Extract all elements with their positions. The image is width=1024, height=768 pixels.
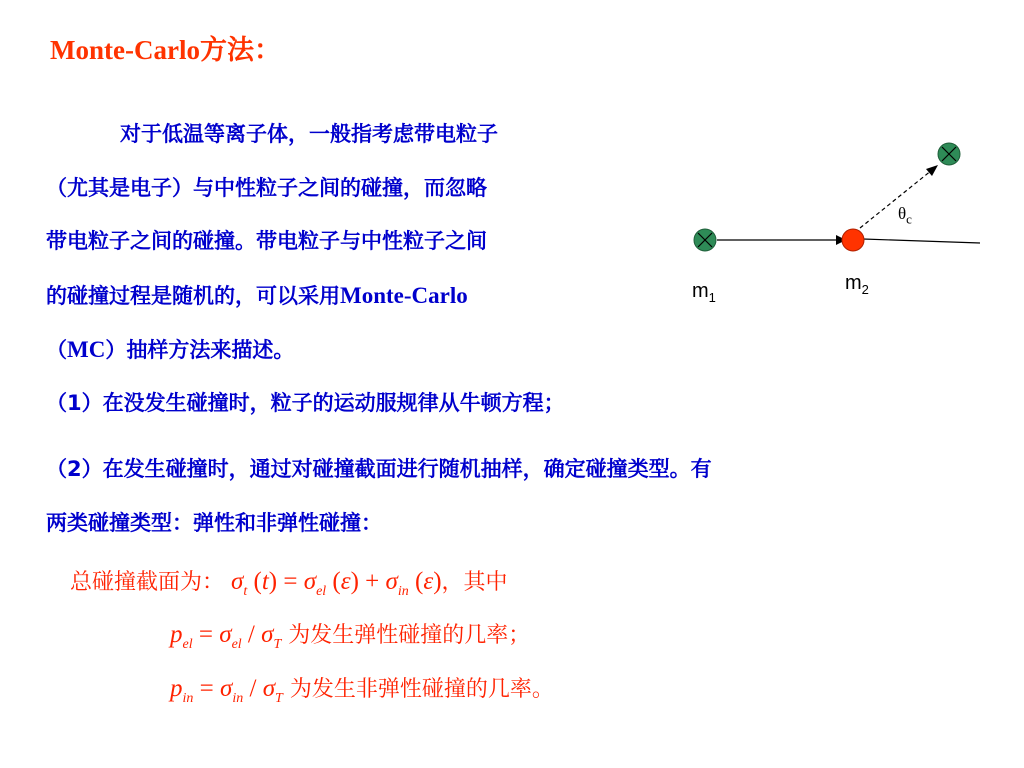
- monte-carlo-term: Monte-Carlo: [340, 282, 468, 308]
- item-2: [46, 442, 986, 550]
- scattered-path-line: [860, 170, 932, 228]
- m2-label: $m_2$: [845, 272, 869, 297]
- collision-diagram: [680, 130, 1010, 310]
- paren-open: （: [46, 338, 67, 362]
- original-direction-line: [863, 239, 980, 243]
- sigma-total-equation: $\sigma_t$ $(t) = \sigma_{el}$ $(\varepsilon) + \sigma_{in}$ (ε): [231, 568, 442, 599]
- scattered-arrowhead: [926, 165, 938, 176]
- particle-m1-icon: [694, 229, 716, 251]
- intro-line-3: 带电粒子之间的碰撞。带电粒子与中性粒子之间: [46, 229, 487, 253]
- intro-line-4: [46, 269, 656, 324]
- p-el-equation: $p_{el} = \sigma_{el} / \sigma_T$: [170, 621, 282, 652]
- scattered-particle-icon: [938, 143, 960, 165]
- slide-title: Monte-Carlo方法：: [50, 35, 281, 65]
- intro-line-5: [46, 323, 656, 378]
- formula-2-suffix: 为发生弹性碰撞的几率；: [288, 623, 531, 648]
- inelastic-probability-formula: [170, 672, 554, 707]
- elastic-probability-formula: [170, 618, 530, 653]
- item-2-line-2: 两类碰撞类型：弹性和非弹性碰撞：: [46, 511, 382, 535]
- intro-line-2: （尤其是电子）与中性粒子之间的碰撞，而忽略: [46, 175, 487, 200]
- particle-m2-icon: [842, 229, 864, 251]
- formula-1-suffix: ，其中: [441, 570, 508, 595]
- total-cross-section-formula: [70, 565, 508, 600]
- item-2-line-1: （2）在发生碰撞时，通过对碰撞截面进行随机抽样，确定碰撞类型。有: [46, 457, 712, 481]
- intro-line-5-text: ）抽样方法来描述。: [105, 338, 295, 362]
- intro-line-4-text: 的碰撞过程是随机的，可以采用: [46, 283, 340, 308]
- intro-line-1: 对于低温等离子体，一般指考虑带电粒子: [120, 122, 498, 146]
- mc-abbrev: MC: [67, 337, 106, 362]
- formula-1-prefix: 总碰撞截面为：: [70, 570, 225, 595]
- item-1-text: （1）在没发生碰撞时，粒子的运动服规律从牛顿方程；: [46, 391, 565, 415]
- m1-label: $m_1$: [692, 280, 716, 305]
- scatter-angle-label: $\theta_c$: [898, 204, 912, 227]
- intro-paragraph: [46, 108, 656, 378]
- formula-3-suffix: 为发生非弹性碰撞的几率。: [289, 677, 554, 702]
- p-in-equation: $p_{in} = \sigma_{in} / \sigma_T$: [170, 675, 283, 706]
